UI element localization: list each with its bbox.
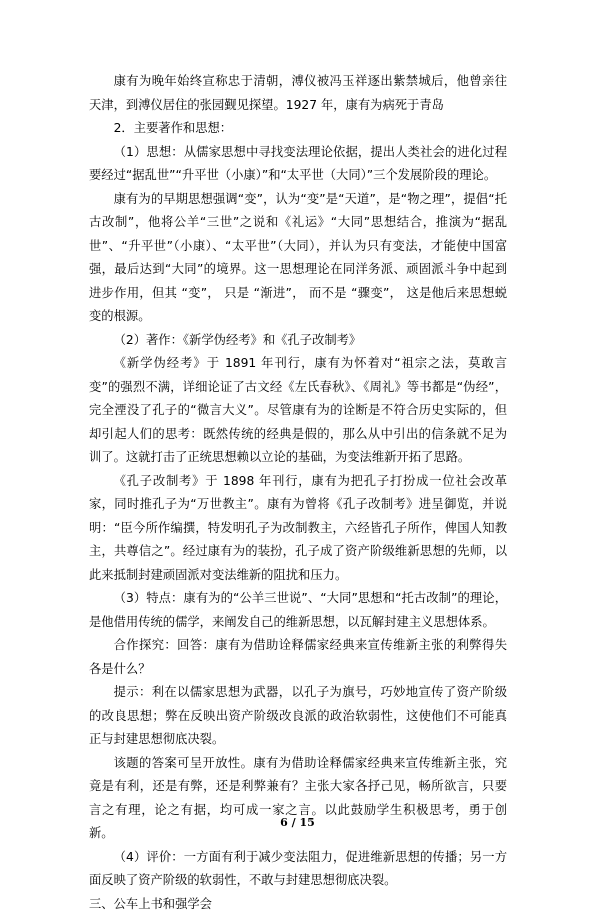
document-body (89, 70, 507, 916)
section-heading-gongche-shangshu: 三、公车上书和强学会 (89, 893, 507, 916)
paragraph-features: （3）特点：康有为的“公羊三世说”、“大同”思想和“托古改制”的理论，是他借用传统的儒学，来阐发自己的维新思想，以瓦解封建主义思想体系。 (89, 587, 507, 634)
page-number: 6 / 15 (0, 816, 595, 829)
paragraph-kang-late-years: 康有为晚年始终宣称忠于清朝，溥仪被冯玉祥逐出紫禁城后，他曾亲往天津，到溥仪居住的张园觐见探望。1927 年，康有为病死于青岛 (89, 70, 507, 117)
paragraph-thought: （1）思想：从儒家思想中寻找变法理论依据，提出人类社会的进化过程要经过“据乱世”“升平世（小康）”和“太平世（大同）”三个发展阶段的理论。 (89, 141, 507, 188)
paragraph-open-answer: 该题的答案可呈开放性。康有为借助诠释儒家经典来宣传维新主张，究竟是有利，还是有弊，还是利弊兼有？主张大家各抒己见，畅所欲言，只要言之有理，论之有据，均可成一家之言。以此鼓励学生积极思考，勇于创新。 (89, 752, 507, 846)
paragraph-kongzi-gaizhi-kao: 《孔子改制考》于 1898 年刊行，康有为把孔子打扮成一位社会改革家，同时推孔子为“万世教主”。康有为曾将《孔子改制考》进呈御览，并说明：“臣今所作编撰，特发明孔子为改制教主，六经皆孔子所作，俾国人知教主，共尊信之”。经过康有为的装扮，孔子成了资产阶级维新思想的先师，以此来抵制封建顽固派对变法维新的阻扰和压力。 (89, 470, 507, 588)
heading-main-works-and-thought: 2．主要著作和思想： (89, 117, 507, 141)
paragraph-evaluation: （4）评价：一方面有利于减少变法阻力，促进维新思想的传播；另一方面反映了资产阶级的软弱性，不敢与封建思想彻底决裂。 (89, 846, 507, 893)
heading-works: （2）著作：《新学伪经考》和《孔子改制考》 (89, 329, 507, 353)
paragraph-xinxue-weijing-kao: 《新学伪经考》于 1891 年刊行，康有为怀着对“祖宗之法，莫敢言变”的强烈不满，详细论证了古文经《左氏春秋》、《周礼》等书都是“伪经”，完全湮没了孔子的“微言大义”。尽管康有为的诠断是不符合历史实际的，但却引起人们的思考：既然传统的经典是假的，那么从中引出的信条就不足为训了。这就打击了正统思想赖以立论的基础，为变法维新开拓了思路。 (89, 352, 507, 470)
paragraph-hint: 提示：利在以儒家思想为武器，以孔子为旗号，巧妙地宣传了资产阶级的改良思想；弊在反映出资产阶级改良派的政治软弱性，这使他们不可能真正与封建思想彻底决裂。 (89, 681, 507, 752)
paragraph-cooperative-inquiry: 合作探究：回答：康有为借助诠释儒家经典来宣传维新主张的利弊得失各是什么？ (89, 634, 507, 681)
paragraph-early-thought: 康有为的早期思想强调“变”，认为“变”是“天道”，是“物之理”，提倡“托古改制”，他将公羊“三世”之说和《礼运》“大同”思想结合，推演为“据乱世”、“升平世”（小康）、“太平世”（大同），并认为只有变法，才能使中国富强，最后达到“大同”的境界。这一思想理论在同洋务派、顽固派斗争中起到进步作用，但其 “变”， 只是 “渐进”， 而不是 “骤变”， 这是他后来思想蜕变的根源。 (89, 188, 507, 329)
